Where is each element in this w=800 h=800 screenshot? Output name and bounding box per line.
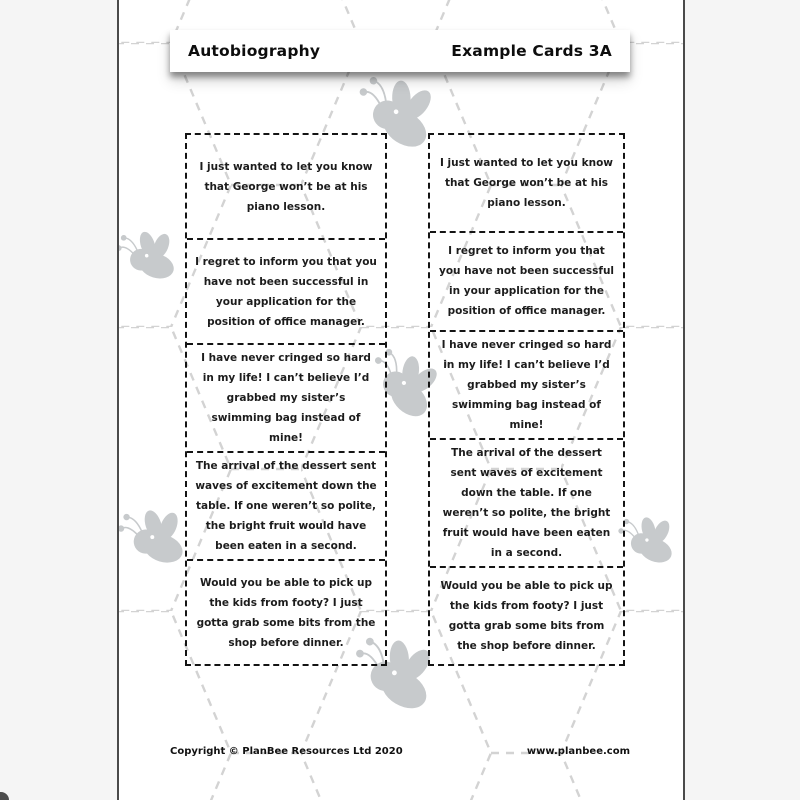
cards-area bbox=[119, 0, 683, 800]
example-card: I just wanted to let you know that George won’t be at his piano lesson. bbox=[440, 157, 613, 210]
copyright-text: Copyright © PlanBee Resources Ltd 2020 bbox=[170, 746, 403, 757]
example-card: The arrival of the dessert sent waves of excitement down the table. If one weren’t so polite, the bright fruit would have been eaten in a second. bbox=[430, 438, 623, 566]
card-column-left bbox=[185, 133, 387, 666]
example-card: I have never cringed so hard in my life! I can’t believe I’d grabbed my sister’s swimming bag instead of mine! bbox=[187, 343, 385, 451]
card-column-right bbox=[428, 133, 625, 666]
example-card: I have never cringed so hard in my life! I can’t believe I’d grabbed my sister’s swimming bag instead of mine! bbox=[430, 330, 623, 438]
page-footer bbox=[170, 746, 630, 757]
example-card: Would you be able to pick up the kids from footy? I just gotta grab some bits from the shop before dinner. bbox=[187, 559, 385, 664]
example-card: I regret to inform you that you have not been successful in your application for the position of office manager. bbox=[430, 231, 623, 329]
page-title: Example Cards 3A bbox=[451, 42, 612, 60]
header-banner bbox=[170, 30, 630, 72]
website-link: www.planbee.com bbox=[526, 746, 630, 757]
example-card: I regret to inform you that you have not been successful in your application for the position of office manager. bbox=[187, 238, 385, 343]
worksheet-page bbox=[117, 0, 685, 800]
example-card: The arrival of the dessert sent waves of excitement down the table. If one weren’t so polite, the bright fruit would have been eaten in a second. bbox=[187, 451, 385, 559]
example-card: I just wanted to let you know that George won’t be at his piano lesson. bbox=[199, 160, 373, 213]
lesson-subject: Autobiography bbox=[188, 42, 321, 60]
example-card: Would you be able to pick up the kids from footy? I just gotta grab some bits from the shop before dinner. bbox=[430, 566, 623, 664]
scan-corner-artifact bbox=[0, 792, 9, 800]
